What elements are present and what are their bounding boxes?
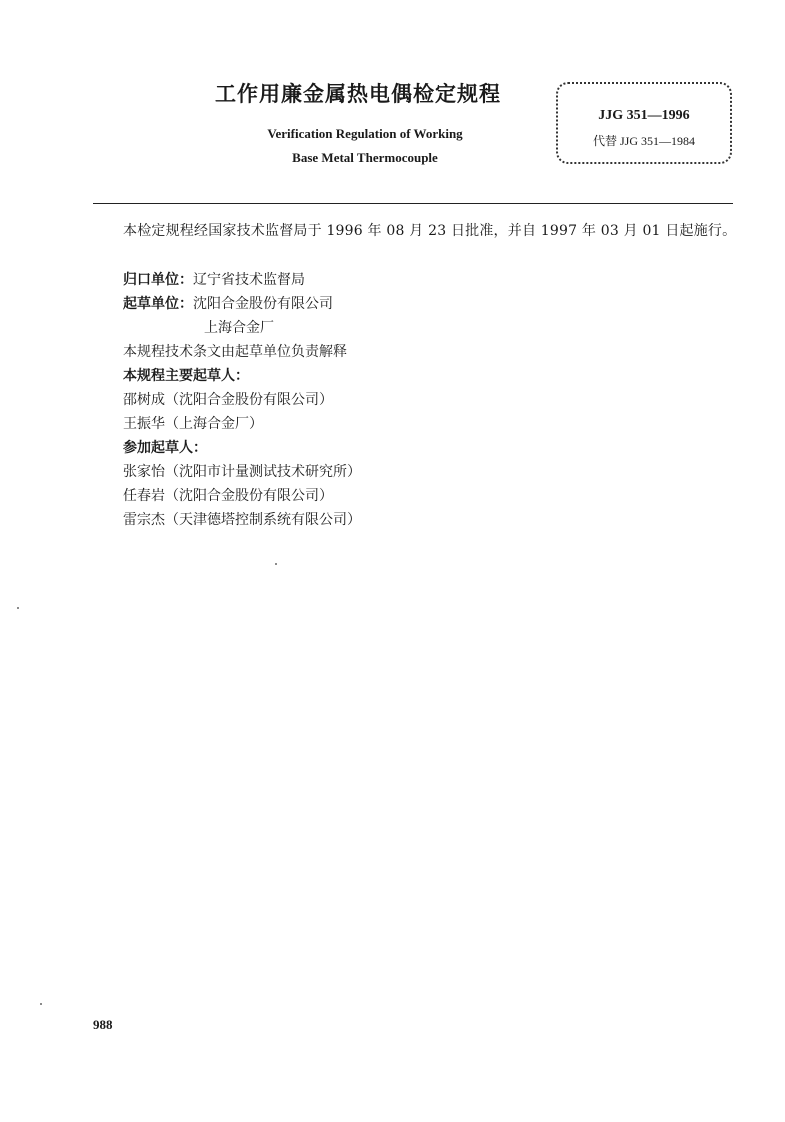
approval-paragraph: 本检定规程经国家技术监督局于 1996 年 08 月 23 日批准，并自 1997 年 03 月 01 日起施行。: [123, 223, 737, 239]
participants-label: 参加起草人：: [123, 440, 207, 456]
main-drafters-label: 本规程主要起草人：: [123, 368, 249, 384]
document-title-english-line1: Verification Regulation of Working: [267, 126, 463, 141]
document-title-chinese: 工作用廉金属热电偶检定规程: [215, 82, 501, 106]
drafting-unit-line: [123, 294, 333, 314]
drafting-unit-value-2: 上海合金厂: [204, 320, 274, 336]
responsible-unit-label: 归口单位：: [123, 272, 193, 288]
interpretation-note: 本规程技术条文由起草单位负责解释: [123, 344, 347, 360]
responsible-unit-value: 辽宁省技术监督局: [193, 272, 305, 288]
standard-code: JJG 351—1996: [598, 108, 690, 123]
replaced-standard-code: 代替 JJG 351—1984: [592, 134, 695, 148]
header-divider: [93, 203, 733, 204]
document-title-english-line2: Base Metal Thermocouple: [292, 150, 438, 165]
page-number: 988: [93, 1017, 113, 1032]
main-drafter-item: 邵树成（沈阳合金股份有限公司）: [123, 392, 333, 408]
standard-code-box: [556, 82, 732, 164]
participant-item: 任春岩（沈阳合金股份有限公司）: [123, 488, 333, 504]
drafting-unit-value-1: 沈阳合金股份有限公司: [193, 296, 333, 312]
participant-item: 雷宗杰（天津德塔控制系统有限公司）: [123, 512, 361, 528]
responsible-unit-line: [123, 270, 305, 290]
drafting-unit-label: 起草单位：: [123, 296, 193, 312]
main-drafter-item: 王振华（上海合金厂）: [123, 416, 263, 432]
scan-speck: [40, 1003, 42, 1005]
scan-speck: [17, 607, 19, 609]
participant-item: 张家怡（沈阳市计量测试技术研究所）: [123, 464, 361, 480]
scan-speck: [275, 563, 277, 565]
